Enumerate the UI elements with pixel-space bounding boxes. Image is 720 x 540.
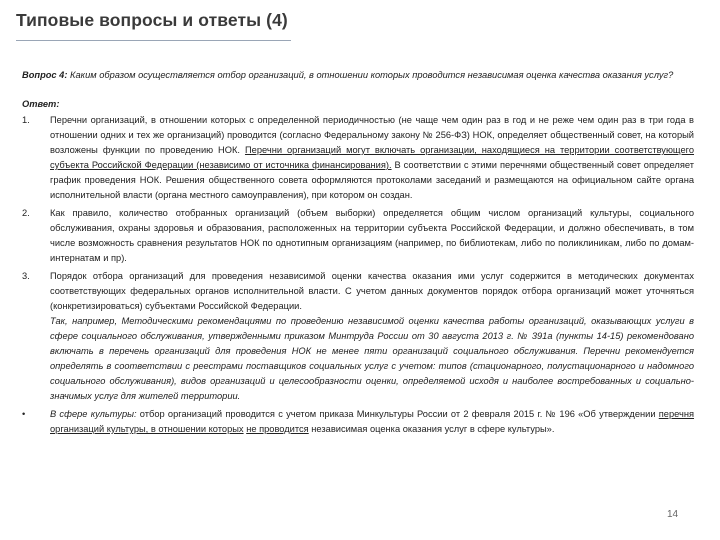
bullet-icon: •: [22, 409, 26, 419]
item-text: Как правило, количество отобранных организаций (объем выборки) определяется общим числом организаций культуры, социального обслуживания, охраны здоровья и образования, расположенных на территории субъекта Российской Федерации, и должно обеспечивать, в том числе возможность сравнения результатов НОК по однотипным организациям (например, по библиотекам, либо по поликлиникам, либо по домам-интернатам и пр).: [50, 208, 694, 263]
item-text: [50, 113, 694, 203]
item-marker: 3.: [22, 271, 30, 281]
answer-item-3: [22, 269, 694, 404]
item-1-text-continuation: В соответствии с этими перечнями общественный совет определяет график проведения НОК. Решения общественного совета оформляются протоколами заседаний и размещаются на официальном сайте органа исполнительной власти (органа местного самоуправления), при котором он создан.: [50, 160, 694, 200]
bullet-text-end: независимая оценка оказания услуг в сфере культуры».: [308, 424, 555, 434]
item-3-example: Так, например, Методическими рекомендациями по проведению независимой оценки качества работы организаций, оказывающих услуги в сфере социального обслуживания, утвержденными приказом Минтруда России от 30 августа 2013 г. № 391а (пункты 14-15) рекомендовано включать в перечень организаций для проведения НОК не менее пяти организаций социального обслуживания. Перечни рекомендуется определять в соответствии с реестрами поставщиков социальных услуг с учетом: типов (стационарного, полустационарного и надомного социального обслуживания), видов организаций и целесообразности оценки, определяемой исходя и наиболее востребованных и социально-значимых услуг для жителей территории.: [50, 316, 694, 401]
slide-title: Типовые вопросы и ответы (4): [16, 10, 288, 30]
bullet-underlined-text-2: не проводится: [246, 424, 309, 434]
item-marker: 1.: [22, 115, 30, 125]
item-marker: 2.: [22, 208, 30, 218]
item-text: [50, 269, 694, 404]
slide-content: [22, 68, 694, 437]
bullet-underlined-text: перечня организаций культуры, в отношении которых: [50, 409, 695, 434]
item-1-text-part: Перечни организаций, в отношении которых с определенной периодичностью (не чаще чем один раз в год и не реже чем один раз в три года в отношении одних и тех же организаций) проводится (согласно Федеральному закону № 256-ФЗ) НОК, определяет общественный совет, на который возложены функции по проведению НОК.: [50, 115, 694, 155]
answer-label: Ответ:: [22, 99, 60, 109]
item-1-underlined-text: Перечни организаций могут включать организации, находящиеся на территории соответствующего субъекта Российской Федерации (независимо от источника финансирования).: [50, 145, 695, 170]
page-number: 14: [667, 509, 679, 520]
question-label: Вопрос 4:: [22, 70, 68, 80]
bullet-text-part: отбор организаций проводится с учетом приказа Минкультуры России от 2 февраля 2015 г. № 196 «Об утверждении: [136, 409, 659, 419]
bullet-lead: В сфере культуры:: [50, 409, 137, 419]
question-text: Каким образом осуществляется отбор организаций, в отношении которых проводится независимая оценка качества оказания услуг?: [67, 70, 674, 80]
answer-item-1: [22, 113, 694, 203]
question-paragraph: [22, 68, 694, 83]
item-3-text: Порядок отбора организаций для проведения независимой оценки качества оказания ими услуг содержится в методических документах соответствующих федеральных органов исполнительной власти. С учетом данных документов порядок отбора организаций может уточняться (конкретизироваться) субъектами Российской Федерации.: [50, 271, 694, 311]
answer-item-bullet: [22, 407, 694, 437]
answer-item-2: [22, 206, 694, 266]
item-text: [50, 407, 694, 437]
title-underline: [16, 40, 291, 41]
